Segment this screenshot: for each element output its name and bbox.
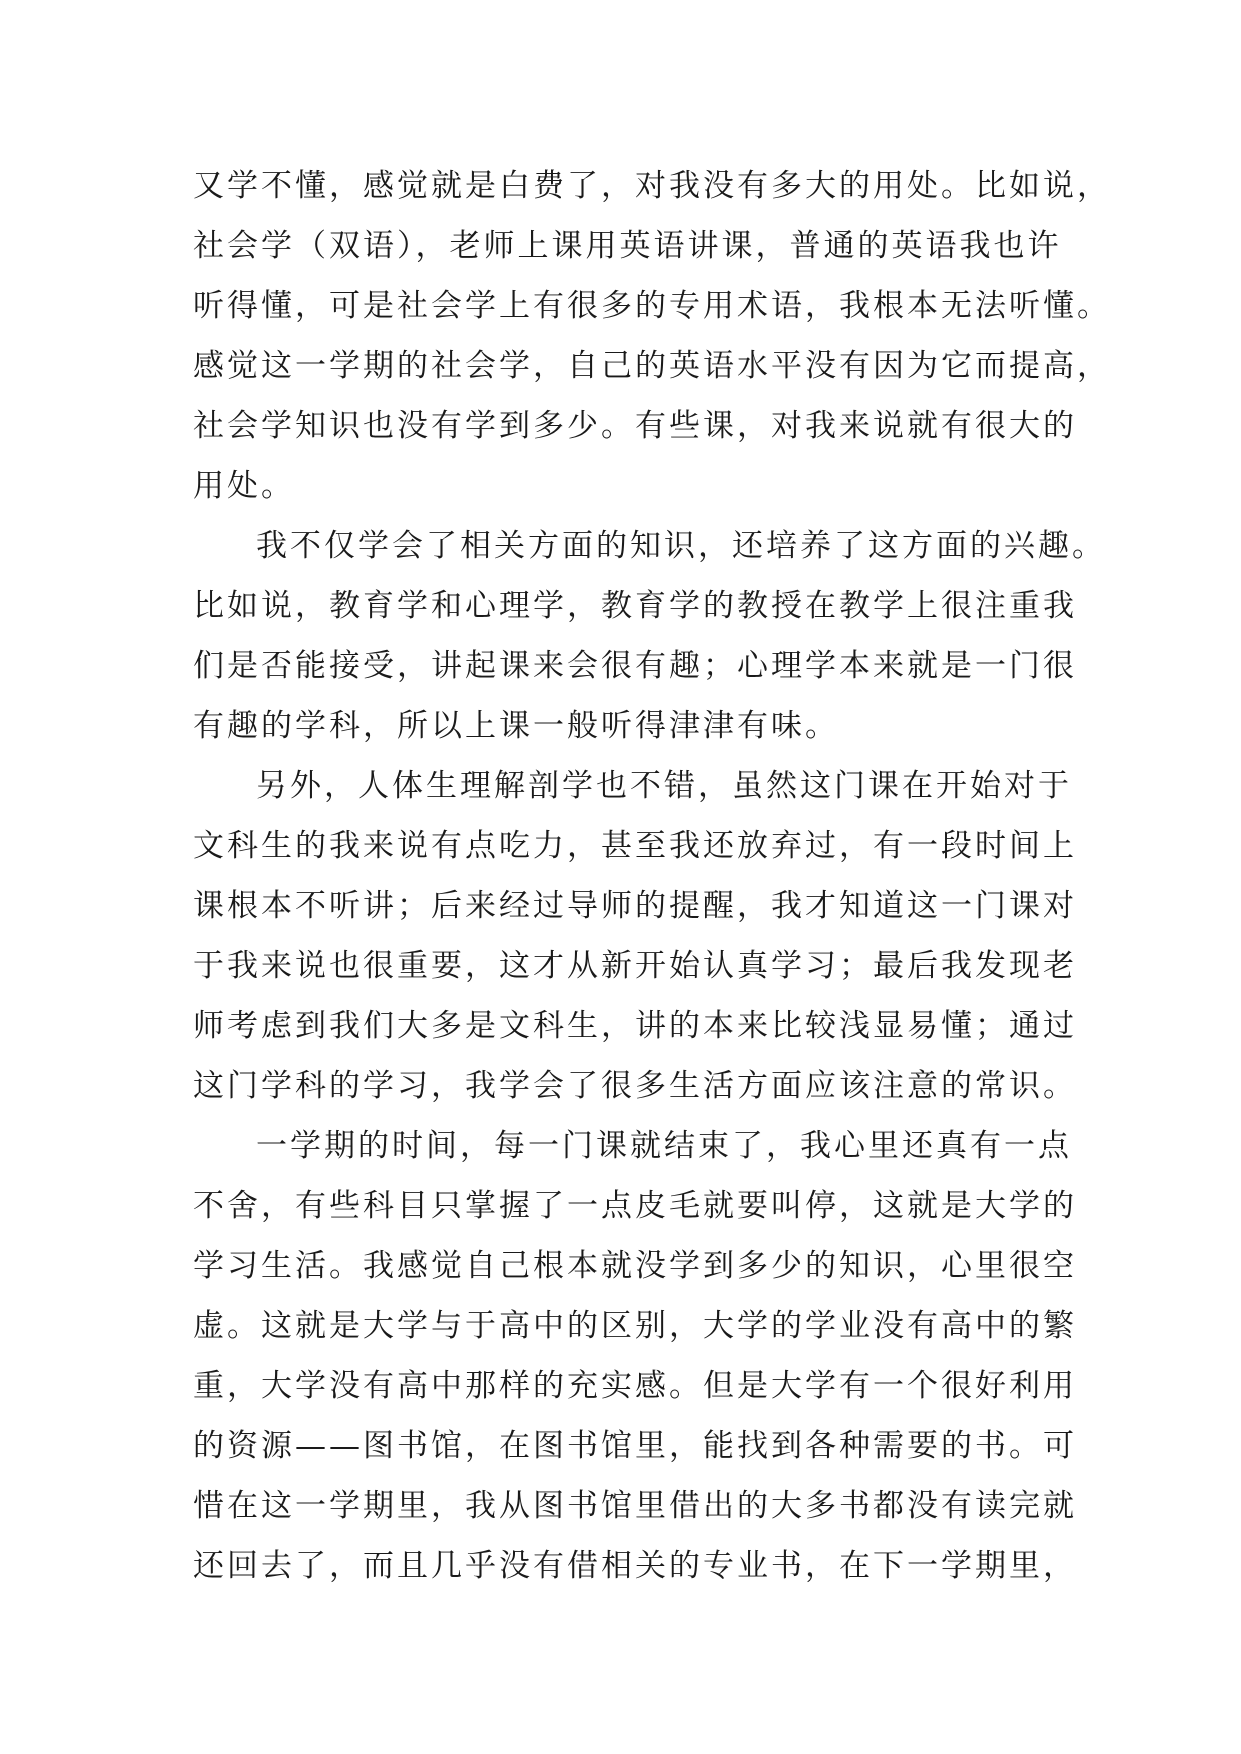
paragraph-first-line: 我不仅学会了相关方面的知识，还培养了这方面的兴趣。 <box>256 528 1106 564</box>
text-line: 这门学科的学习，我学会了很多生活方面应该注意的常识。 <box>193 1068 1077 1104</box>
text-line: 于我来说也很重要，这才从新开始认真学习；最后我发现老 <box>193 948 1077 984</box>
text-line: 课根本不听讲；后来经过导师的提醒，我才知道这一门课对 <box>193 888 1077 924</box>
text-line: 听得懂，可是社会学上有很多的专用术语，我根本无法听懂。 <box>193 288 1111 324</box>
text-line: 感觉这一学期的社会学，自己的英语水平没有因为它而提高， <box>193 348 1111 384</box>
paragraph-first-line: 一学期的时间，每一门课就结束了，我心里还真有一点 <box>256 1128 1072 1164</box>
text-line: 学习生活。我感觉自己根本就没学到多少的知识，心里很空 <box>193 1248 1077 1284</box>
text-line: 用处。 <box>193 468 295 504</box>
text-line: 还回去了，而且几乎没有借相关的专业书，在下一学期里， <box>193 1548 1077 1584</box>
text-line: 的资源——图书馆，在图书馆里，能找到各种需要的书。可 <box>193 1428 1077 1464</box>
text-line: 虚。这就是大学与于高中的区别，大学的学业没有高中的繁 <box>193 1308 1077 1344</box>
document-body <box>193 156 1111 1596</box>
text-line: 们是否能接受，讲起课来会很有趣；心理学本来就是一门很 <box>193 648 1077 684</box>
text-line: 社会学知识也没有学到多少。有些课，对我来说就有很大的 <box>193 408 1077 444</box>
text-line: 比如说，教育学和心理学，教育学的教授在教学上很注重我 <box>193 588 1077 624</box>
text-line: 又学不懂，感觉就是白费了，对我没有多大的用处。比如说， <box>193 168 1111 204</box>
text-line: 师考虑到我们大多是文科生，讲的本来比较浅显易懂；通过 <box>193 1008 1077 1044</box>
paragraph-first-line: 另外，人体生理解剖学也不错，虽然这门课在开始对于 <box>256 768 1072 804</box>
text-line: 重，大学没有高中那样的充实感。但是大学有一个很好利用 <box>193 1368 1077 1404</box>
text-line: 有趣的学科，所以上课一般听得津津有味。 <box>193 708 839 744</box>
text-line: 文科生的我来说有点吃力，甚至我还放弃过，有一段时间上 <box>193 828 1077 864</box>
text-line: 不舍，有些科目只掌握了一点皮毛就要叫停，这就是大学的 <box>193 1188 1077 1224</box>
text-line: 社会学（双语），老师上课用英语讲课，普通的英语我也许 <box>193 228 1062 264</box>
text-line: 惜在这一学期里，我从图书馆里借出的大多书都没有读完就 <box>193 1488 1077 1524</box>
